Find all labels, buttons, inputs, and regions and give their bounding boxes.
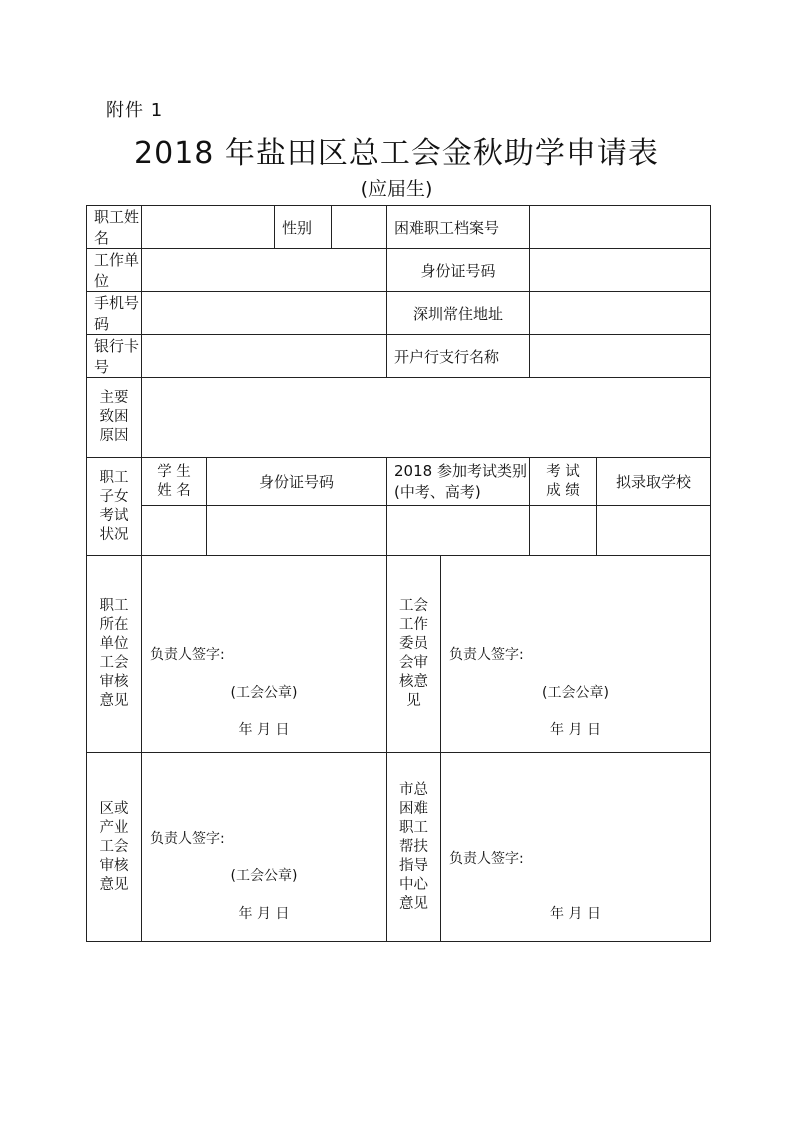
row-name [87,206,711,249]
admission-school-label: 拟录取学校 [597,458,711,506]
hardship-label-text: 主要致困原因 [99,390,129,444]
district-union-label-text: 区或产业工会审核意见 [99,800,129,893]
attachment-label: 附件 1 [106,100,164,121]
name-label: 职工姓名 [87,206,142,249]
city-center-label-text: 市总困难职工帮扶指导中心意见 [399,781,428,912]
bank-card-label: 银行卡号 [87,335,142,378]
archive-number-label: 困难职工档案号 [387,206,530,249]
city-center-block [387,753,711,942]
union-committee-date: 年 月 日 [550,722,601,738]
district-union-date: 年 月 日 [238,906,290,922]
bank-branch-field[interactable] [530,335,711,378]
row-exam-header [87,458,711,506]
employer-union-label [87,556,142,753]
phone-label: 手机号码 [87,292,142,335]
id-number-field[interactable] [530,249,711,292]
district-union-seal: (工会公章) [230,868,298,884]
student-name-field[interactable] [142,506,207,556]
city-center-label [387,753,441,941]
union-committee-label [387,556,441,752]
application-form-table [86,205,711,942]
name-field[interactable] [142,206,275,249]
district-union-signer: 负责人签字: [150,831,225,847]
row-employer [87,249,711,292]
city-center-inner [387,753,710,941]
employer-field[interactable] [142,249,387,292]
union-committee-opinion[interactable] [441,556,711,752]
gender-field[interactable] [332,206,387,249]
address-label: 深圳常住地址 [387,292,530,335]
exam-score-field[interactable] [530,506,597,556]
employer-union-date: 年 月 日 [238,722,290,738]
bank-branch-label: 开户行支行名称 [387,335,530,378]
row-exam-values [87,506,711,556]
student-name-label-text: 学 生 姓 名 [157,463,191,499]
exam-score-label [530,458,597,506]
page-subtitle: (应届生) [360,178,433,200]
union-committee-seal: (工会公章) [542,685,609,701]
hardship-field[interactable] [142,378,711,458]
archive-number-field[interactable] [530,206,711,249]
city-center-opinion[interactable] [441,753,711,941]
id-number-label: 身份证号码 [387,249,530,292]
student-name-label [142,458,207,506]
student-id-label: 身份证号码 [207,458,387,506]
city-center-date: 年 月 日 [550,906,601,922]
union-committee-inner [387,556,710,752]
row-approvals-1 [87,556,711,753]
gender-label: 性别 [275,206,332,249]
exam-score-label-text: 考 试 成 绩 [546,463,580,499]
address-field[interactable] [530,292,711,335]
page-title: 2018 年盐田区总工会金秋助学申请表 [134,136,659,171]
employer-label: 工作单位 [87,249,142,292]
union-committee-label-text: 工会工作委员会审核意见 [399,598,428,709]
row-approvals-2 [87,753,711,942]
district-union-opinion[interactable] [142,753,387,942]
admission-school-field[interactable] [597,506,711,556]
exam-type-field[interactable] [387,506,530,556]
employer-union-seal: (工会公章) [230,685,298,701]
city-center-signer: 负责人签字: [449,851,524,867]
student-id-field[interactable] [207,506,387,556]
union-committee-signer: 负责人签字: [449,647,524,663]
row-phone [87,292,711,335]
employer-union-opinion[interactable] [142,556,387,753]
row-bank [87,335,711,378]
hardship-label [87,378,142,458]
district-union-label [87,753,142,942]
exam-type-label: 2018 参加考试类别(中考、高考) [387,458,530,506]
employer-union-label-text: 职工所在单位工会审核意见 [99,598,129,709]
phone-field[interactable] [142,292,387,335]
bank-card-field[interactable] [142,335,387,378]
employer-union-signer: 负责人签字: [150,647,225,663]
exam-section-label [87,458,142,556]
row-hardship [87,378,711,458]
exam-section-label-text: 职工子女考试状况 [99,469,129,543]
union-committee-block [387,556,711,753]
